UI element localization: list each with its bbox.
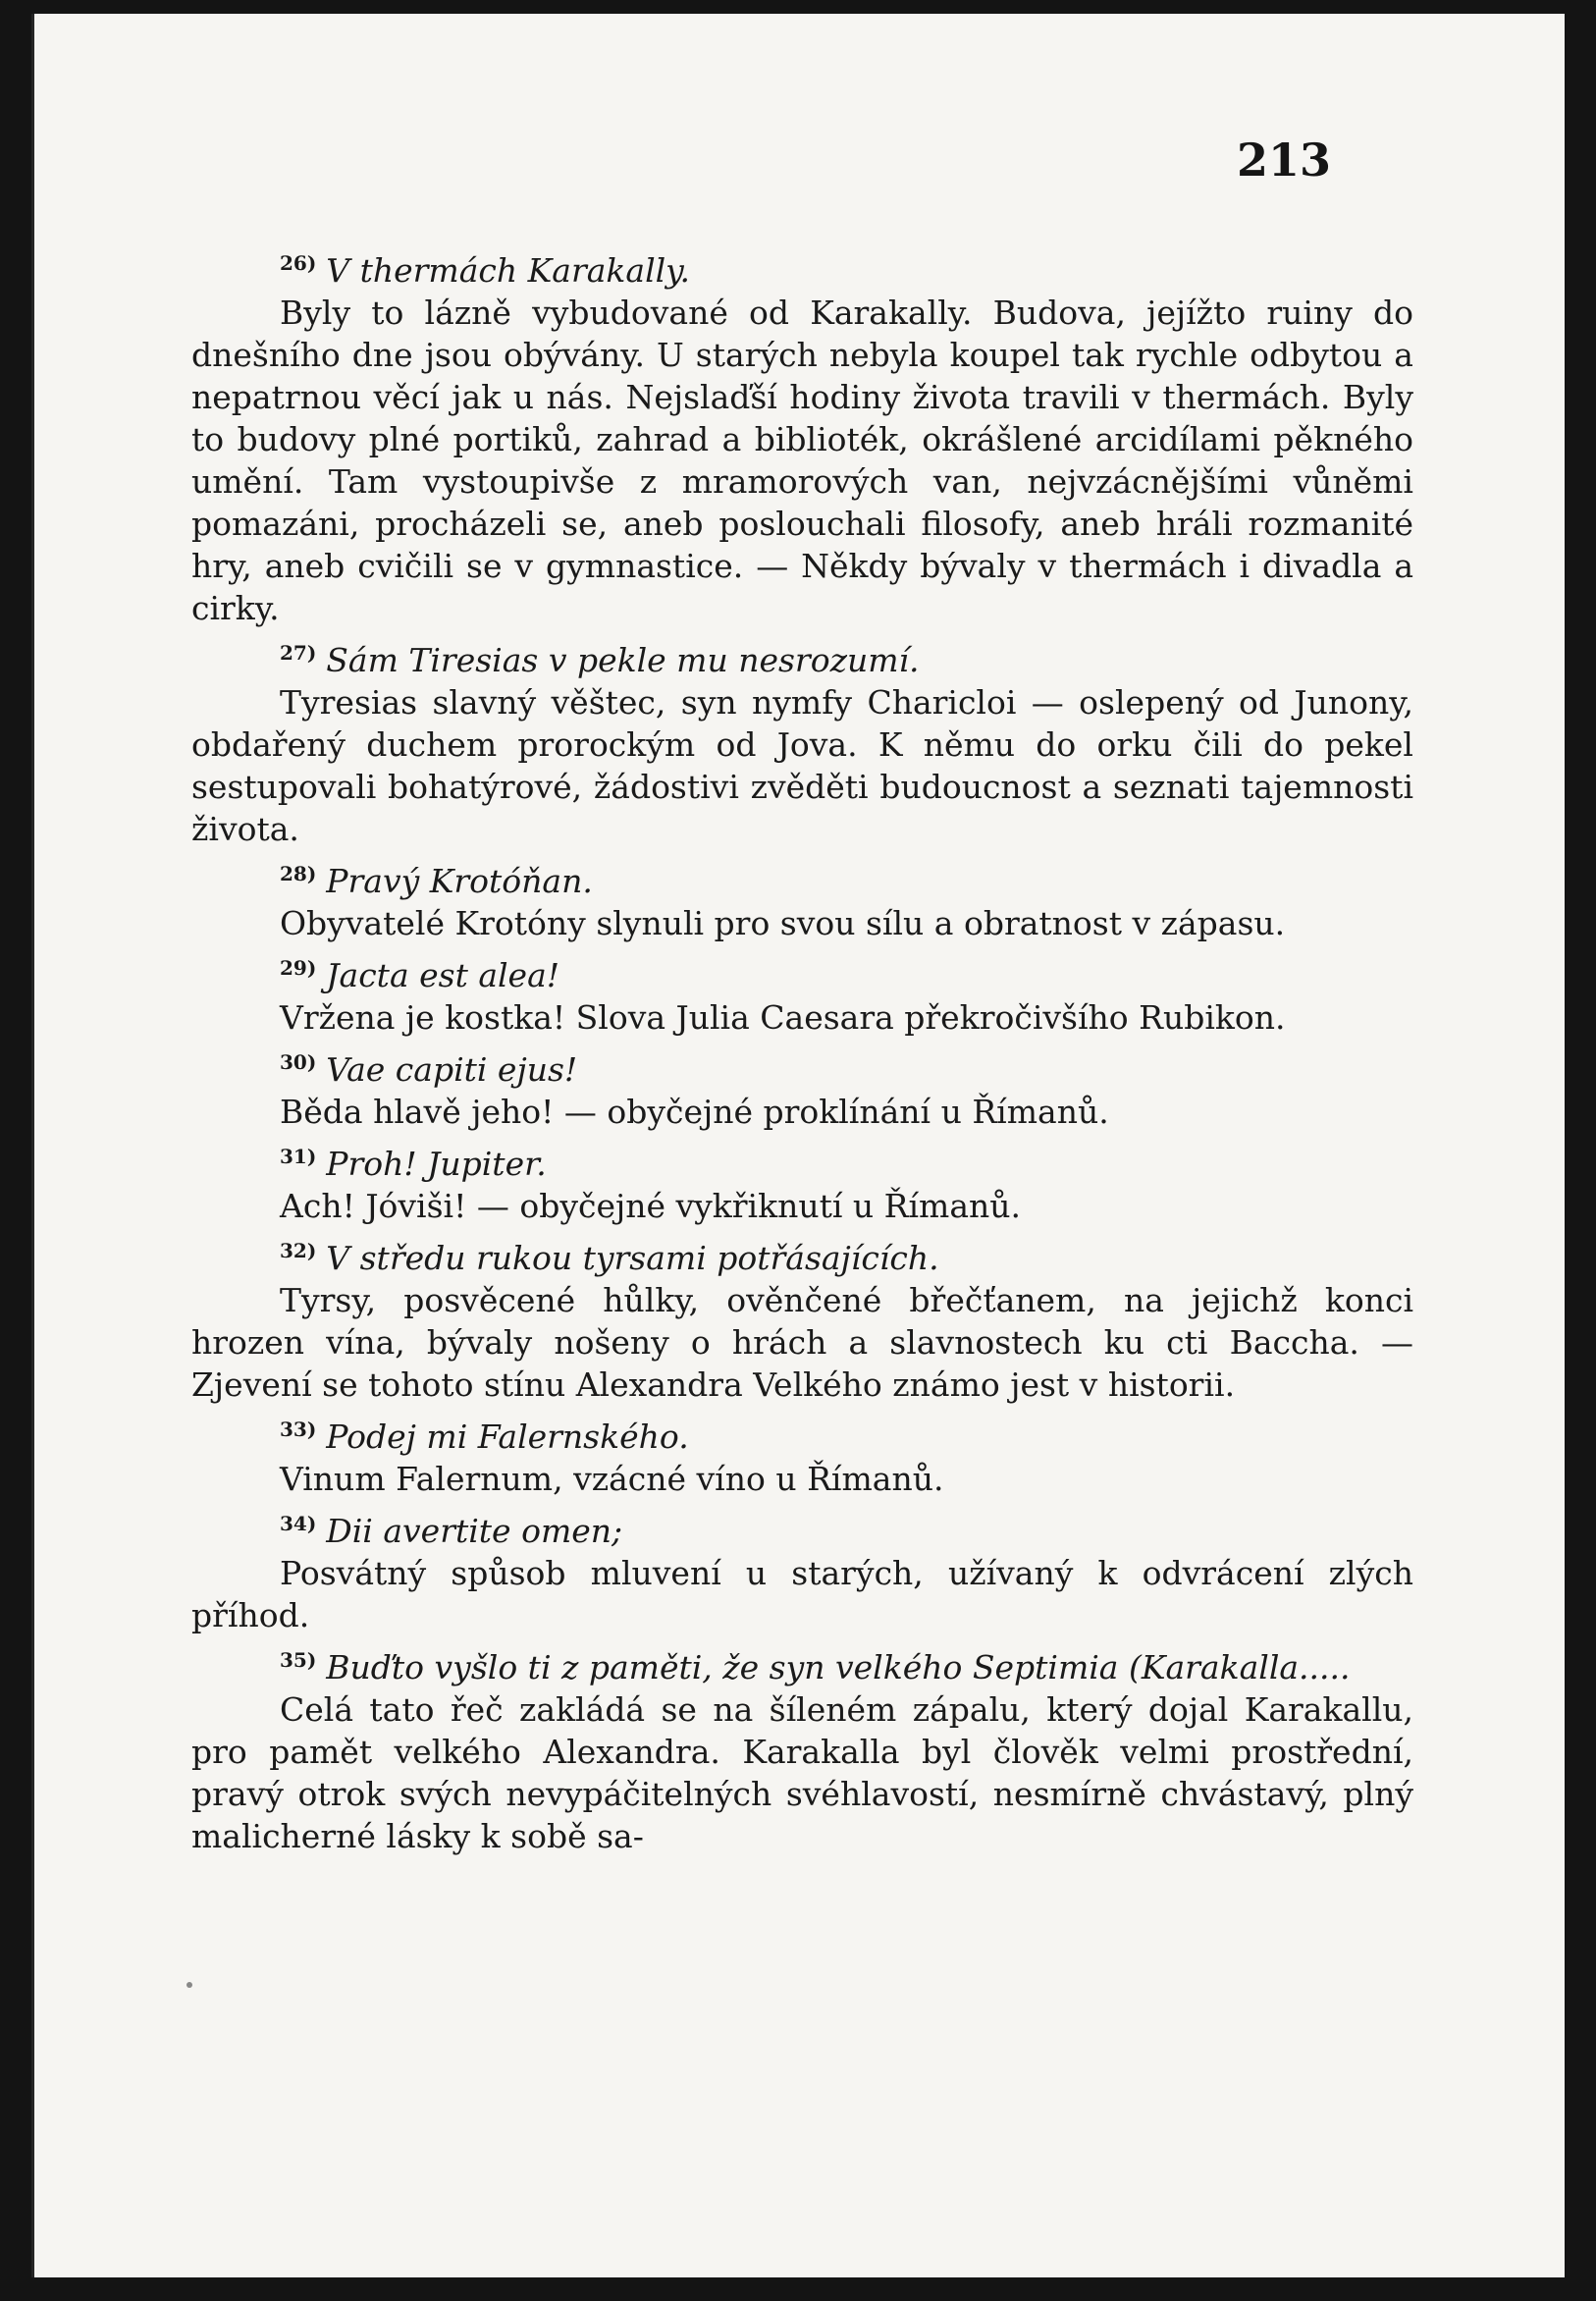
note-title: Buďto vyšlo ti z paměti, že syn velkého Septimia (Karakalla..... — [326, 1648, 1351, 1686]
page-number: 213 — [1236, 134, 1331, 187]
note-number: 33) — [280, 1418, 317, 1441]
note-34 — [191, 1510, 1413, 1636]
note-number: 26) — [280, 251, 317, 275]
note-text: Obyvatelé Krotóny slynuli pro svou sílu a obratnost v zápasu. — [280, 904, 1286, 942]
note-heading — [191, 1143, 1413, 1185]
paper-speck — [186, 1982, 192, 1988]
note-text: Běda hlavě jeho! — obyčejné proklínání u Římanů. — [280, 1093, 1109, 1131]
note-title: Pravý Krotóňan. — [326, 862, 593, 900]
note-29 — [191, 954, 1413, 1039]
note-text: Vinum Falernum, vzácné víno u Římanů. — [280, 1460, 944, 1498]
note-heading — [191, 639, 1413, 681]
notes-list — [191, 249, 1413, 1867]
book-page — [31, 14, 1565, 2277]
note-27 — [191, 639, 1413, 850]
note-26 — [191, 249, 1413, 629]
note-30 — [191, 1048, 1413, 1133]
note-number: 34) — [280, 1512, 317, 1535]
note-number: 28) — [280, 862, 317, 885]
note-title: Sám Tiresias v pekle mu nesrozumí. — [326, 641, 920, 679]
note-number: 35) — [280, 1648, 317, 1672]
note-text: Byly to lázně vybudované od Karakally. Budova, jejížto ruiny do dnešního dne jsou obývány. U starých nebyla koupel tak rychle odbytou a nepatrnou věcí jak u nás. Nejslaďší hodiny života travili v thermách. Byly to budovy plné portiků, zahrad a biblioték, okrášlené arcidílami pěkného umění. Tam vystoupivše z mramorových van, nejvzácnějšími vůněmi pomazáni, procházeli se, aneb poslouchali filosofy, aneb hráli rozmanité hry, aneb cvičili se v gymnastice. — Někdy bývaly v thermách i divadla a cirky. — [191, 294, 1413, 627]
note-28 — [191, 860, 1413, 944]
note-text: Posvátný spůsob mluvení u starých, užívaný k odvrácení zlých příhod. — [191, 1554, 1413, 1634]
note-title: Dii avertite omen; — [326, 1512, 623, 1550]
note-title: Jacta est alea! — [326, 956, 560, 994]
note-text: Ach! Jóviši! — obyčejné vykřiknutí u Římanů. — [280, 1187, 1022, 1225]
note-31 — [191, 1143, 1413, 1227]
note-number: 31) — [280, 1145, 317, 1168]
note-32 — [191, 1237, 1413, 1406]
note-33 — [191, 1416, 1413, 1500]
note-35 — [191, 1646, 1413, 1857]
note-number: 30) — [280, 1050, 317, 1074]
note-title: Vae capiti ejus! — [326, 1050, 578, 1089]
note-title: Proh! Jupiter. — [326, 1145, 547, 1183]
note-heading — [191, 1510, 1413, 1552]
note-text: Tyrsy, posvěcené hůlky, ověnčené břečťanem, na jejichž konci hrozen vína, bývaly nošeny o hrách a slavnostech ku cti Baccha. — Zjevení se tohoto stínu Alexandra Velkého známo jest v historii. — [191, 1281, 1413, 1404]
note-title: V thermách Karakally. — [326, 251, 690, 290]
note-text: Vržena je kostka! Slova Julia Caesara překročivšího Rubikon. — [280, 998, 1286, 1037]
note-heading — [191, 860, 1413, 902]
note-heading — [191, 1646, 1413, 1688]
note-title: Podej mi Falernského. — [326, 1418, 689, 1456]
note-title: V středu rukou tyrsami potřásajících. — [326, 1239, 939, 1277]
note-heading — [191, 954, 1413, 996]
note-heading — [191, 249, 1413, 292]
note-number: 32) — [280, 1239, 317, 1262]
note-number: 29) — [280, 956, 317, 980]
note-text: Tyresias slavný věštec, syn nymfy Charicloi — oslepený od Junony, obdařený duchem prorockým od Jova. K němu do orku čili do pekel sestupovali bohatýrové, žádostivi zvěděti budoucnost a seznati tajemnosti života. — [191, 683, 1413, 848]
note-number: 27) — [280, 641, 317, 665]
note-heading — [191, 1416, 1413, 1458]
note-heading — [191, 1237, 1413, 1279]
note-text: Celá tato řeč zakládá se na šíleném zápalu, který dojal Karakallu, pro pamět velkého Alexandra. Karakalla byl člověk velmi prostřední, pravý otrok svých nevypáčitelných svéhlavostí, nesmírně chvástavý, plný malicherné lásky k sobě sa- — [191, 1690, 1413, 1855]
note-heading — [191, 1048, 1413, 1091]
